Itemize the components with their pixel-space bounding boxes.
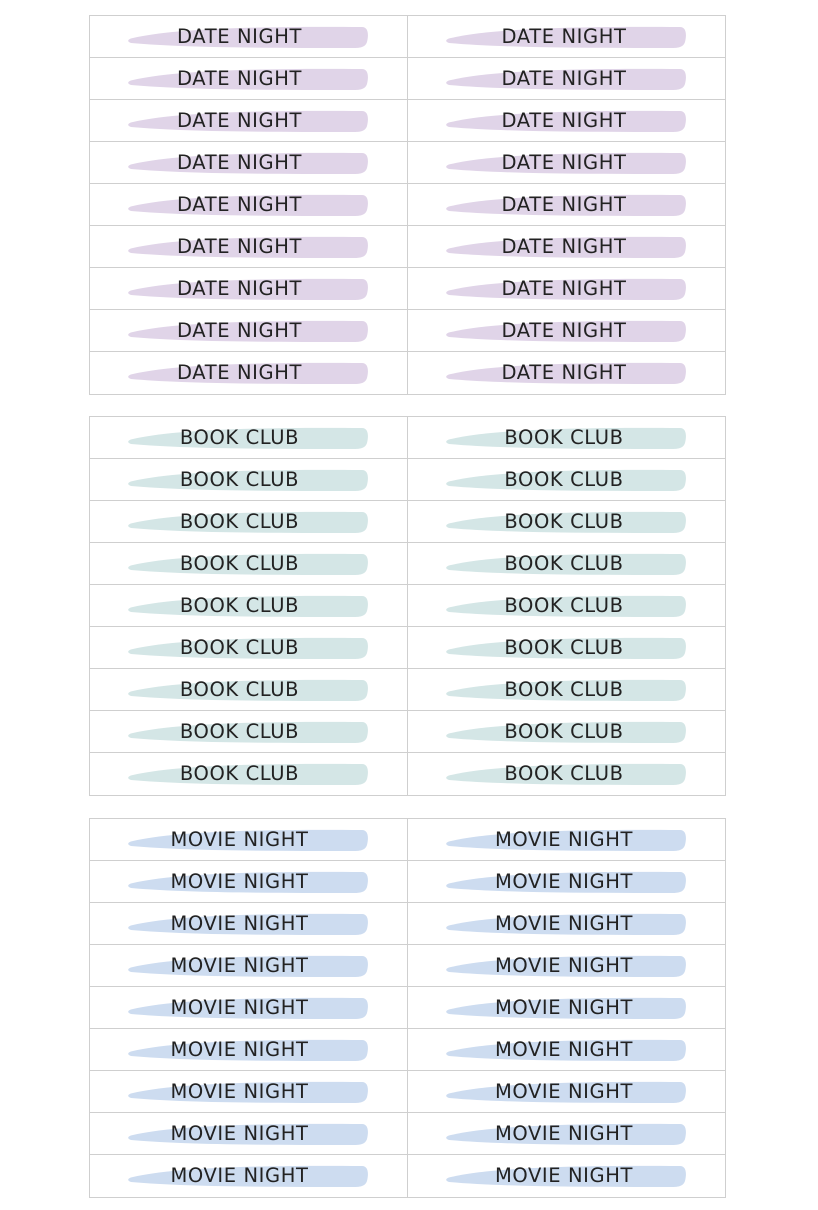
sticker-label bbox=[408, 226, 726, 268]
sticker-text: MOVIE NIGHT bbox=[494, 1080, 634, 1103]
sticker-label bbox=[90, 459, 408, 501]
sticker-text: MOVIE NIGHT bbox=[170, 870, 309, 893]
sticker-text: MOVIE NIGHT bbox=[494, 996, 634, 1019]
sticker-label bbox=[408, 310, 726, 352]
sticker-text: MOVIE NIGHT bbox=[170, 1080, 309, 1103]
sticker-label bbox=[90, 142, 408, 184]
sticker-text: DATE NIGHT bbox=[177, 151, 302, 174]
sticker-label bbox=[90, 100, 408, 142]
sticker-label bbox=[90, 501, 408, 543]
sticker-label bbox=[408, 58, 726, 100]
sticker-text: DATE NIGHT bbox=[177, 277, 302, 300]
sticker-label bbox=[408, 184, 726, 226]
sticker-sheet-date-night bbox=[89, 15, 726, 395]
sticker-text: MOVIE NIGHT bbox=[494, 1164, 634, 1187]
sticker-text: MOVIE NIGHT bbox=[494, 1122, 634, 1145]
sticker-text: MOVIE NIGHT bbox=[170, 1122, 309, 1145]
sticker-label bbox=[90, 58, 408, 100]
sticker-label bbox=[408, 459, 726, 501]
sticker-text: MOVIE NIGHT bbox=[170, 1164, 309, 1187]
sticker-label bbox=[408, 627, 726, 669]
sticker-label bbox=[90, 669, 408, 711]
sticker-label bbox=[90, 903, 408, 945]
sticker-text: MOVIE NIGHT bbox=[170, 1038, 309, 1061]
sticker-text: DATE NIGHT bbox=[501, 67, 627, 90]
sticker-text: MOVIE NIGHT bbox=[494, 912, 634, 935]
sticker-text: BOOK CLUB bbox=[504, 636, 624, 659]
sticker-text: DATE NIGHT bbox=[177, 109, 302, 132]
sticker-label bbox=[408, 987, 726, 1029]
sticker-label bbox=[90, 819, 408, 861]
sticker-text: DATE NIGHT bbox=[501, 25, 627, 48]
sticker-text: BOOK CLUB bbox=[504, 594, 624, 617]
sticker-label bbox=[90, 627, 408, 669]
sticker-text: DATE NIGHT bbox=[501, 109, 627, 132]
sticker-text: BOOK CLUB bbox=[179, 552, 300, 575]
sticker-label bbox=[408, 142, 726, 184]
sticker-text: BOOK CLUB bbox=[504, 468, 624, 491]
sticker-text: BOOK CLUB bbox=[179, 720, 300, 743]
sticker-label bbox=[408, 711, 726, 753]
sticker-text: MOVIE NIGHT bbox=[170, 828, 309, 851]
sticker-label bbox=[90, 987, 408, 1029]
sticker-text: DATE NIGHT bbox=[501, 277, 627, 300]
sticker-label bbox=[90, 945, 408, 987]
sticker-label bbox=[90, 184, 408, 226]
sticker-text: DATE NIGHT bbox=[177, 361, 302, 384]
sticker-label bbox=[408, 669, 726, 711]
sticker-text: BOOK CLUB bbox=[504, 426, 624, 449]
sticker-label bbox=[90, 1071, 408, 1113]
sticker-text: BOOK CLUB bbox=[179, 636, 300, 659]
sticker-label bbox=[408, 417, 726, 459]
sticker-label bbox=[90, 543, 408, 585]
sticker-label bbox=[408, 585, 726, 627]
sticker-text: BOOK CLUB bbox=[179, 762, 300, 785]
sticker-label bbox=[90, 268, 408, 310]
sticker-text: DATE NIGHT bbox=[177, 235, 302, 258]
sticker-text: MOVIE NIGHT bbox=[494, 954, 634, 977]
sticker-text: BOOK CLUB bbox=[504, 678, 624, 701]
sticker-sheet-movie-night bbox=[89, 818, 726, 1198]
sticker-label bbox=[90, 352, 408, 394]
sticker-label bbox=[408, 819, 726, 861]
sticker-label bbox=[90, 310, 408, 352]
sticker-label bbox=[408, 16, 726, 58]
sticker-text: BOOK CLUB bbox=[504, 510, 624, 533]
sticker-text: DATE NIGHT bbox=[177, 67, 302, 90]
sticker-label bbox=[90, 1155, 408, 1197]
sticker-text: DATE NIGHT bbox=[501, 151, 627, 174]
sticker-text: DATE NIGHT bbox=[177, 25, 302, 48]
sticker-label bbox=[90, 417, 408, 459]
sticker-label bbox=[90, 585, 408, 627]
sticker-label bbox=[408, 753, 726, 795]
sticker-label bbox=[408, 861, 726, 903]
sticker-text: MOVIE NIGHT bbox=[170, 954, 309, 977]
sticker-label bbox=[408, 352, 726, 394]
sticker-label bbox=[408, 501, 726, 543]
sticker-label bbox=[408, 945, 726, 987]
sticker-label bbox=[408, 1029, 726, 1071]
sticker-text: MOVIE NIGHT bbox=[494, 1038, 634, 1061]
sticker-label bbox=[90, 16, 408, 58]
sticker-text: MOVIE NIGHT bbox=[494, 870, 634, 893]
sticker-text: BOOK CLUB bbox=[179, 594, 300, 617]
sticker-text: DATE NIGHT bbox=[501, 361, 627, 384]
sticker-text: DATE NIGHT bbox=[501, 193, 627, 216]
sticker-text: DATE NIGHT bbox=[177, 193, 302, 216]
sticker-label bbox=[90, 1029, 408, 1071]
sticker-label bbox=[90, 1113, 408, 1155]
sticker-label bbox=[408, 1071, 726, 1113]
sticker-text: BOOK CLUB bbox=[179, 510, 300, 533]
sticker-text: BOOK CLUB bbox=[504, 720, 624, 743]
sticker-label bbox=[408, 1155, 726, 1197]
sticker-label bbox=[408, 903, 726, 945]
sticker-label bbox=[90, 861, 408, 903]
sticker-label bbox=[90, 226, 408, 268]
sticker-text: DATE NIGHT bbox=[501, 235, 627, 258]
sticker-text: MOVIE NIGHT bbox=[170, 912, 309, 935]
sticker-text: MOVIE NIGHT bbox=[494, 828, 634, 851]
sticker-label bbox=[408, 1113, 726, 1155]
sticker-text: BOOK CLUB bbox=[179, 468, 300, 491]
sticker-text: BOOK CLUB bbox=[179, 426, 300, 449]
sticker-label bbox=[408, 100, 726, 142]
sticker-text: MOVIE NIGHT bbox=[170, 996, 309, 1019]
sticker-text: BOOK CLUB bbox=[504, 762, 624, 785]
sticker-label bbox=[408, 543, 726, 585]
sticker-label bbox=[408, 268, 726, 310]
sticker-label bbox=[90, 711, 408, 753]
sticker-text: DATE NIGHT bbox=[501, 319, 627, 342]
sticker-text: BOOK CLUB bbox=[504, 552, 624, 575]
sticker-label bbox=[90, 753, 408, 795]
sticker-sheet-book-club bbox=[89, 416, 726, 796]
sticker-text: DATE NIGHT bbox=[177, 319, 302, 342]
sticker-text: BOOK CLUB bbox=[179, 678, 300, 701]
